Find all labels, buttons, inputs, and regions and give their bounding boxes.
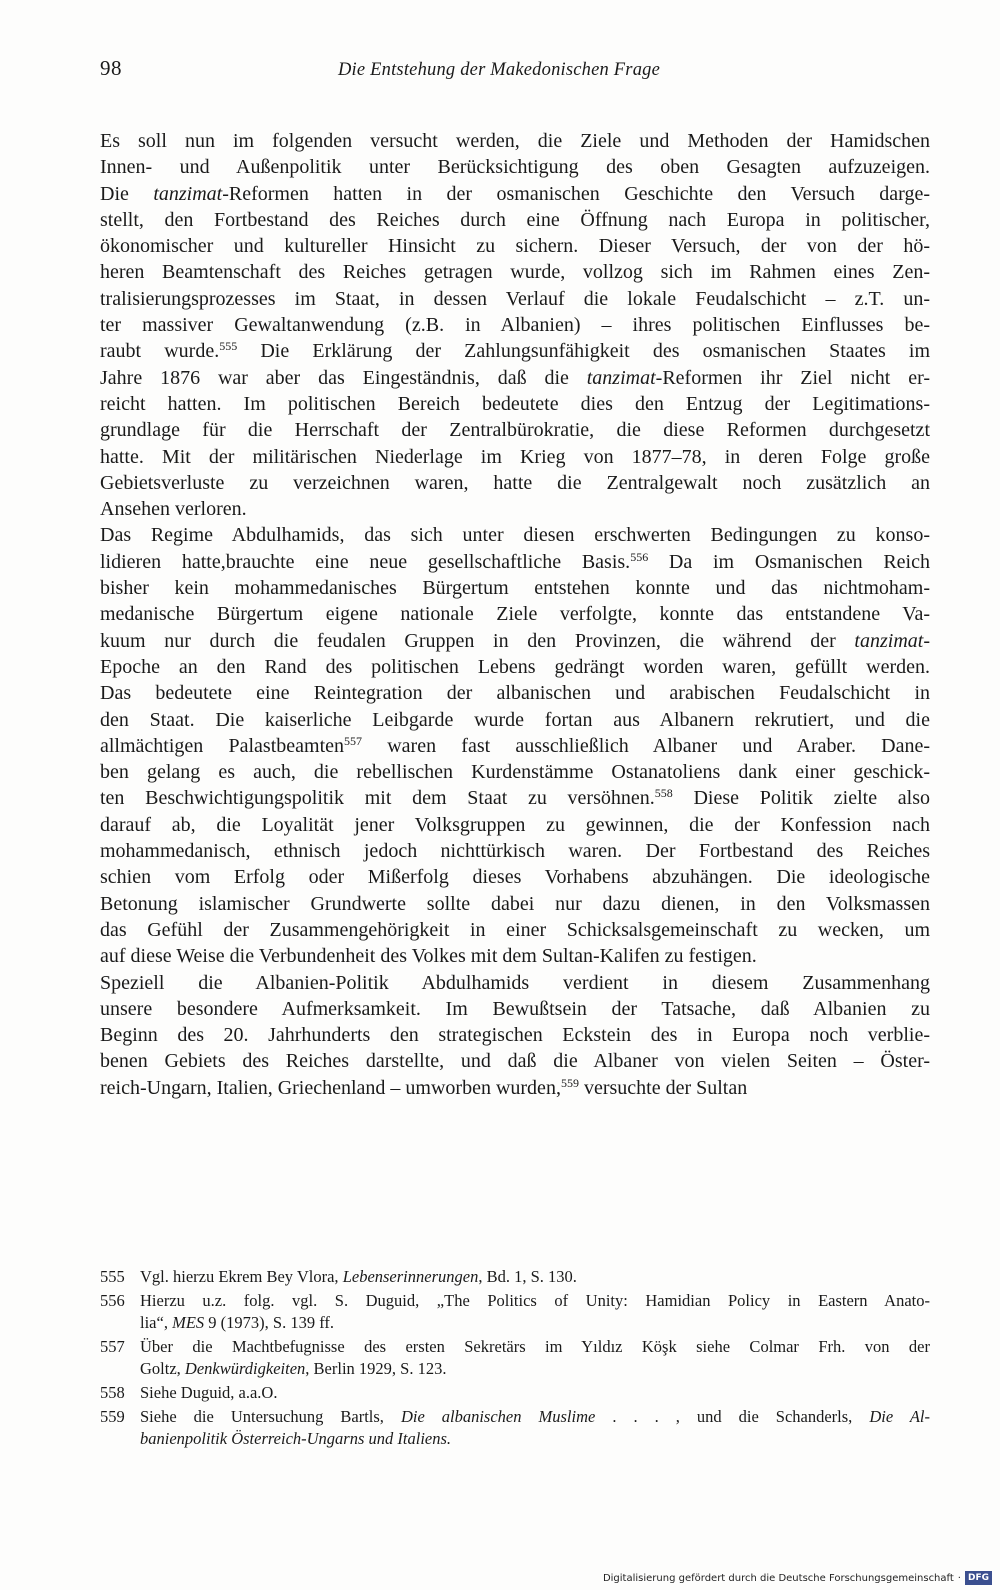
- text-line: darauf ab, die Loyalität jener Volksgruppen zu gewinnen, die der Konfession nach: [100, 813, 930, 836]
- footnote-number: 556: [100, 1291, 125, 1310]
- text-line: Das bedeutete eine Reintegration der albanischen und arabischen Feudalschicht in: [100, 682, 930, 705]
- text-line: den Staat. Die kaiserliche Leibgarde wurde fortan aus Albanern rekrutiert, und die: [100, 708, 930, 731]
- footnote-line: Über die Machtbefugnisse des ersten Sekretärs im Yıldız Köşk siehe Colmar Frh. von der: [140, 1337, 930, 1356]
- text-line: unsere besondere Aufmerksamkeit. Im Bewußtsein der Tatsache, daß Albanien zu: [100, 997, 930, 1020]
- running-title: Die Entstehung der Makedonischen Frage: [338, 60, 661, 80]
- footnote-line: lia“, MES 9 (1973), S. 139 ff.: [140, 1313, 335, 1332]
- footnote-line: banienpolitik Österreich-Ungarns und Italiens.: [140, 1429, 452, 1448]
- text-line: medanische Bürgertum eigene nationale Ziele verfolgte, konnte das entstandene Va-: [100, 603, 930, 626]
- footnote-number: 559: [100, 1407, 125, 1426]
- text-line: ter massiver Gewaltanwendung (z.B. in Albanien) – ihres politischen Einflusses be-: [100, 314, 930, 337]
- footnote-number: 557: [100, 1337, 125, 1356]
- text-line: ökonomischer und kultureller Hinsicht zu sichern. Dieser Versuch, der von der hö-: [100, 235, 930, 258]
- text-line: Es soll nun im folgenden versucht werden, die Ziele und Methoden der Hamidschen: [100, 130, 930, 152]
- text-line: hatte. Mit der militärischen Niederlage im Krieg von 1877–78, in deren Folge große: [100, 445, 930, 468]
- footnote-text: [140, 1406, 930, 1450]
- page-number: 98: [100, 56, 122, 80]
- footnote-number: 555: [100, 1267, 125, 1286]
- text-line: allmächtigen Palastbeamten$^{557}$ waren fast ausschließlich Albaner und Araber. Dane-: [100, 733, 931, 757]
- footnote-text: [140, 1290, 930, 1334]
- text-line: Betonung islamischer Grundwerte sollte dabei nur dazu dienen, in den Volksmassen: [100, 892, 930, 915]
- footnote-text: [140, 1382, 930, 1404]
- text-line: Speziell die Albanien-Politik Abdulhamids verdient in diesem Zusammenhang: [100, 971, 930, 994]
- text-line: Epoche an den Rand des politischen Lebens gedrängt worden waren, gefüllt werden.: [100, 655, 930, 678]
- text-line: Gebietsverluste zu verzeichnen waren, hatte die Zentralgewalt noch zusätzlich an: [100, 471, 930, 494]
- text-line: schien vom Erfolg oder Mißerfolg dieses Vorhabens abzuhängen. Die ideologische: [100, 866, 930, 889]
- text-line: kuum nur durch die feudalen Gruppen in den Provinzen, die während der tanzimat-: [100, 629, 930, 652]
- text-line: bisher kein mohammedanisches Bürgertum entstehen konnte und das nichtmoham-: [100, 577, 930, 600]
- footnote-line: Goltz, Denkwürdigkeiten, Berlin 1929, S. 123.: [140, 1359, 447, 1378]
- text-line: auf diese Weise die Verbundenheit des Volkes mit dem Sultan-Kalifen zu festigen.: [100, 945, 757, 968]
- dfg-logo-icon: DFG: [965, 1571, 992, 1585]
- text-line: Ansehen verloren.: [100, 498, 247, 521]
- footnote: [100, 1266, 930, 1288]
- footnote: [100, 1336, 930, 1380]
- footnote-line: Vgl. hierzu Ekrem Bey Vlora, Lebenserinnerungen, Bd. 1, S. 130.: [140, 1267, 577, 1286]
- footnote: [100, 1382, 930, 1404]
- text-line: Das Regime Abdulhamids, das sich unter diesen erschwerten Bedingungen zu konso-: [100, 524, 930, 547]
- text-line: ten Beschwichtigungspolitik mit dem Staat zu versöhnen.$^{558}$ Diese Politik zielte also: [100, 786, 930, 810]
- footnote-line: Hierzu u.z. folg. vgl. S. Duguid, „The Politics of Unity: Hamidian Policy in Eastern Anato-: [140, 1291, 930, 1310]
- text-line: lidieren hatte,brauchte eine neue gesellschaftliche Basis.$^{556}$ Da im Osmanischen Reich: [100, 549, 930, 573]
- text-line: stellt, den Fortbestand des Reiches durch eine Öffnung nach Europa in politischer,: [100, 208, 930, 231]
- digitization-note: Digitalisierung gefördert durch die Deutsche Forschungsgemeinschaft: [602, 1572, 954, 1584]
- footnote-text: [140, 1336, 930, 1380]
- text-line: benen Gebiets des Reiches darstellte, und daß die Albaner von vielen Seiten – Öster-: [100, 1050, 930, 1073]
- text-line: grundlage für die Herrschaft der Zentralbürokratie, die diese Reformen durchgesetzt: [100, 419, 930, 442]
- footnote: [100, 1406, 930, 1450]
- text-line: Innen- und Außenpolitik unter Berücksichtigung des oben Gesagten aufzuzeigen.: [100, 156, 930, 179]
- text-line: Jahre 1876 war aber das Eingeständnis, daß die tanzimat-Reformen ihr Ziel nicht er-: [100, 366, 930, 389]
- text-line: heren Beamtenschaft des Reiches getragen wurde, vollzog sich im Rahmen eines Zen-: [100, 261, 930, 284]
- footnote-text: [140, 1266, 930, 1288]
- text-line: Die tanzimat-Reformen hatten in der osmanischen Geschichte den Versuch darge-: [100, 182, 930, 205]
- footnote-number: 558: [100, 1383, 125, 1402]
- body-text: [100, 128, 930, 1101]
- text-line: Beginn des 20. Jahrhunderts den strategischen Eckstein des in Europa noch verblie-: [100, 1024, 930, 1047]
- footnotes: [100, 1266, 930, 1452]
- text-line: das Gefühl der Zusammengehörigkeit in einer Schicksalsgemeinschaft zu wecken, um: [100, 918, 930, 941]
- text-line: mohammedanisch, ethnisch jedoch nichttürkisch waren. Der Fortbestand des Reiches: [100, 840, 930, 863]
- text-line: reich-Ungarn, Italien, Griechenland – umworben wurden,$^{559}$ versuchte der Sultan: [100, 1075, 748, 1099]
- text-line: raubt wurde.$^{555}$ Die Erklärung der Zahlungsunfähigkeit des osmanischen Staates im: [100, 339, 930, 363]
- digitization-credit: Digitalisierung gefördert durch die Deutsche Forschungsgemeinschaft · DFG: [603, 1570, 992, 1586]
- text-line: ben gelang es auch, die rebellischen Kurdenstämme Ostanatoliens dank einer geschick-: [100, 761, 930, 784]
- text-line: tralisierungsprozesses im Staat, in dessen Verlauf die lokale Feudalschicht – z.T. un-: [100, 287, 930, 310]
- footnote: [100, 1290, 930, 1334]
- page-header: [100, 56, 930, 88]
- footnote-line: Siehe Duguid, a.a.O.: [140, 1383, 278, 1402]
- footnote-line: Siehe die Untersuchung Bartls, Die albanischen Muslime . . . , und die Schanderls, Die Al-: [140, 1407, 930, 1426]
- text-line: reicht hatten. Im politischen Bereich bedeutete dies den Entzug der Legitimations-: [100, 392, 930, 415]
